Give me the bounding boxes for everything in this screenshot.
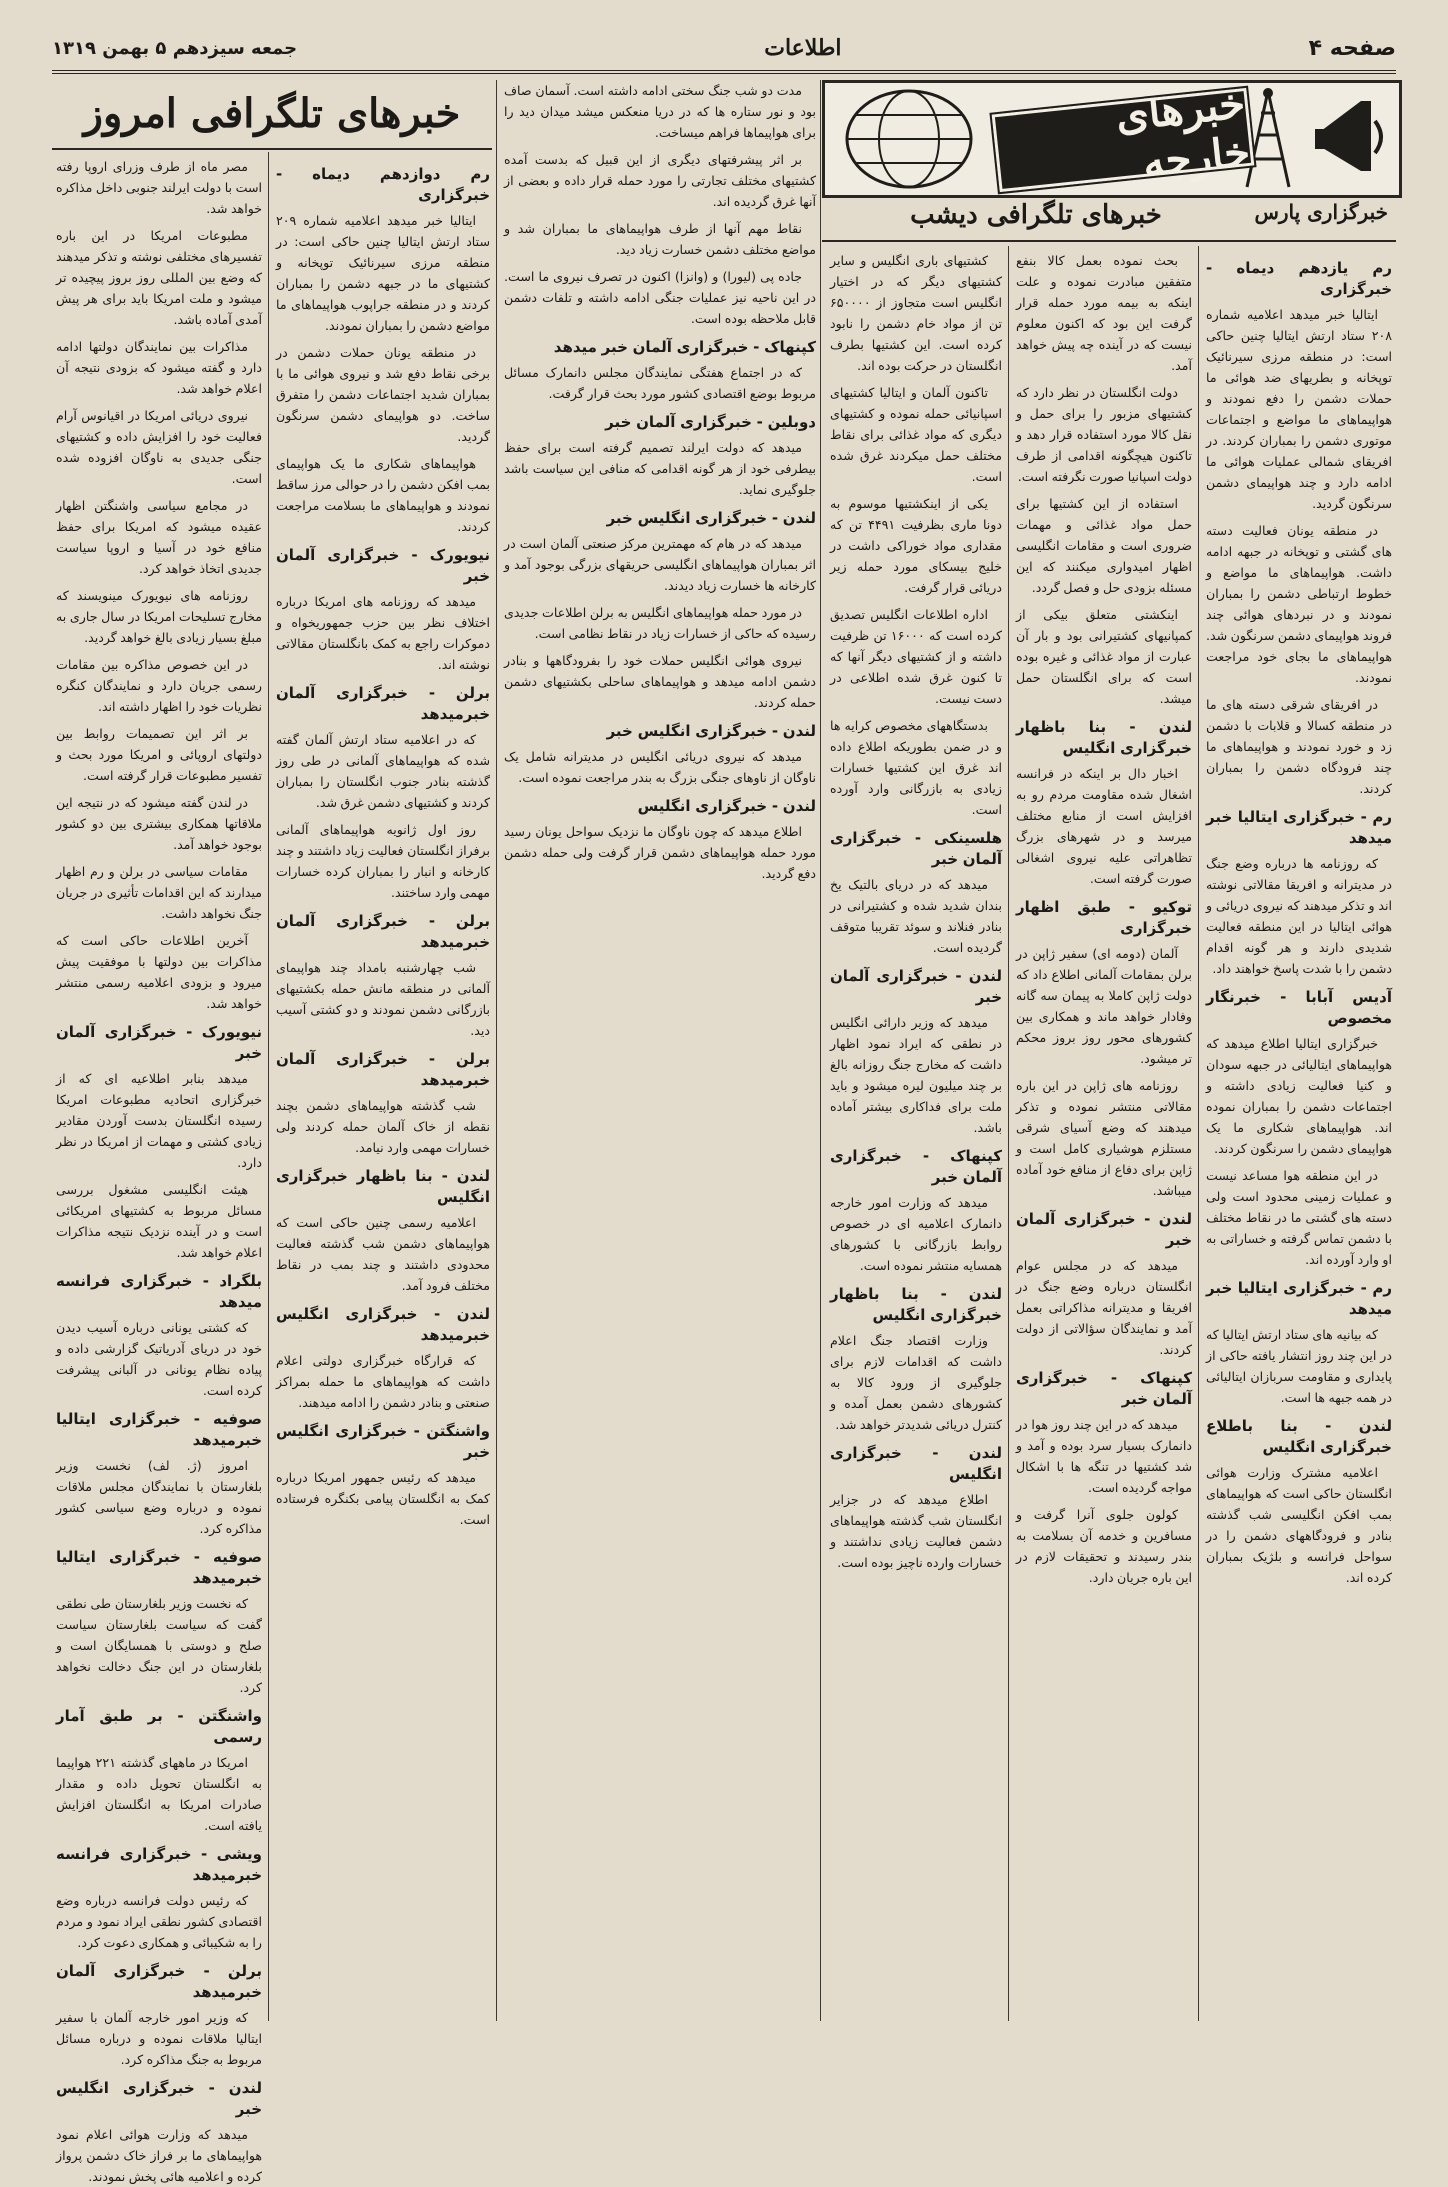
agency-label: خبرگزاری پارس [1254, 200, 1388, 224]
banner-title: خبرهای خارجه [992, 88, 1255, 192]
article-paragraph: اینکشتی متعلق بیکی از کمپانیهای کشتیرانی بود و بار آن عبارت از مواد غذائی و غیره بوده است که برای انگلستان حمل میشد. [1016, 607, 1192, 706]
article-paragraph: جاده پی (لیورا) و (وانزا) اکنون در تصرف نیروی ما است. در این ناحیه نیز عملیات جنگی ادامه داشته و تلفات دشمن قابل ملاحظه بوده است. [504, 269, 816, 326]
article-headline: لندن - خبرگزاری انگلیس خبر [56, 2079, 262, 2118]
article-headline: کپنهاک - خبرگزاری آلمان خبر [830, 1147, 1002, 1186]
article-paragraph: بحث نموده بعمل کالا بنفع متفقین مبادرت نموده و علت اینکه به بیمه مورد حمله قرار گرفت این بود که اکنون معلوم نیست که در آینده چه پیش خواهد آمد. [1016, 253, 1192, 373]
article-paragraph: میدهد که دولت ایرلند تصمیم گرفته است برای حفظ بیطرفی خود از هر گونه اقدامی که منافی این سیاست باشد جلوگیری نماید. [504, 440, 816, 497]
article-paragraph: میدهد که روزنامه های امریکا درباره اختلاف نظر بین حزب جمهوریخواه و دموکرات راجع به کمک بانگلستان مقالاتی نوشته اند. [276, 594, 490, 672]
article-paragraph: نقاط مهم آنها از طرف هواپیماهای ما بمباران شد و مواضع مختلف دشمن خسارت زیاد دید. [504, 221, 816, 257]
article-paragraph: در این خصوص مذاکره بین مقامات رسمی جریان دارد و نمایندگان کنگره نظریات خود را اظهار داشته اند. [56, 657, 262, 714]
article-headline: واشنگتن - بر طبق آمار رسمی [56, 1707, 262, 1746]
section-rule [822, 196, 1396, 198]
article-headline: رم - خبرگزاری ایتالیا خبر میدهد [1206, 1279, 1392, 1318]
section-title-last-night: خبرهای تلگرافی دیشب [910, 200, 1162, 230]
article-headline: لندن - خبرگزاری انگلیس خبر [606, 722, 816, 740]
article-headline: لندن - خبرگزاری انگلیس خبر [606, 509, 816, 527]
article-headline: بلگراد - خبرگزاری فرانسه میدهد [56, 1272, 262, 1311]
article-paragraph: خبرگزاری ایتالیا اطلاع میدهد که هواپیماهای ایتالیائی در جبهه سودان و کنیا فعالیت زیادی داشته و اجتماعات دشمن را بمباران نموده اند. هواپیماهای شکاری ما یک هواپیمای دشمن را سرنگون کردند. [1206, 1036, 1392, 1156]
article-paragraph: روزنامه های نیویورک مینویسند که مخارج تسلیحات امریکا در سال جاری به مبلغ بسیار زیادی بالغ خواهد گردید. [56, 588, 262, 645]
globe-icon [839, 87, 979, 191]
article-paragraph: در مورد حمله هواپیماهای انگلیس به برلن اطلاعات جدیدی رسیده که حاکی از خسارات زیاد در نقاط نظامی است. [504, 605, 816, 641]
article-headline: هلسینکی - خبرگزاری آلمان خبر [830, 829, 1002, 868]
article-paragraph: میدهد که در مجلس عوام انگلستان درباره وضع جنگ در افریقا و مدیترانه مذاکراتی بعمل آمد و نمایندگان سؤالاتی از دولت کردند. [1016, 1258, 1192, 1357]
article-paragraph: اطلاع میدهد که در جزایر انگلستان شب گذشته هواپیماهای دشمن فعالیت زیادی نداشتند و خسارات وارده ناچیز بوده است. [830, 1492, 1002, 1570]
article-paragraph: آلمان (دومه ای) سفیر ژاپن در برلن بمقامات آلمانی اطلاع داد که دولت ژاپن کاملا به پیمان سه گانه وفادار خواهد ماند و همکاری بین کشورهای محور روز بروز محکم تر میشود. [1016, 946, 1192, 1066]
article-headline: نیویورک - خبرگزاری آلمان خبر [276, 546, 490, 585]
article-headline: لندن - خبرگزاری انگلیس [830, 1444, 1002, 1483]
section-rule [52, 148, 492, 150]
article-paragraph: در منطقه یونان حملات دشمن در برخی نقاط دفع شد و نیروی هوائی ما با بمباران شدید اجتماعات دشمن را متفرق ساخت. دو هواپیمای دشمن سرنگون گردید. [276, 345, 490, 444]
article-paragraph: اطلاع میدهد که چون ناوگان ما نزدیک سواحل یونان رسید مورد حمله هواپیماهای دشمن قرار گرفت ولی حمله دشمن دفع گردید. [504, 824, 816, 881]
article-paragraph: شب گذشته هواپیماهای دشمن بچند نقطه از خاک آلمان حمله کردند ولی خسارات مهمی وارد نیامد. [276, 1098, 490, 1155]
article-headline: صوفیه - خبرگزاری ایتالیا خبرمیدهد [56, 1410, 262, 1449]
article-headline: توکیو - طبق اظهار خبرگزاری [1016, 898, 1192, 937]
article-paragraph: روزنامه های ژاپن در این باره مقالاتی منتشر نموده و تذکر میدهند که وضع آسیای شرقی مستلزم هوشیاری کامل است و ژاپن برای دفاع از منافع خود آماده میباشد. [1016, 1078, 1192, 1198]
page-header [52, 26, 1396, 74]
article-headline: لندن - خبرگزاری آلمان خبر [1016, 1210, 1192, 1249]
column-divider [1008, 246, 1009, 2021]
news-column [1016, 250, 1192, 2020]
article-paragraph: ایتالیا خبر میدهد اعلامیه شماره ۲۰۸ ستاد ارتش ایتالیا چنین حاکی است: در منطقه مرزی سیرنائیک توپخانه و بطریهای ضد هوائی ما حملات دشمن را دفع نمودند و هواپیماهای ما مواضع و اجتماعات موتوری دشمن را بمباران کردند. در افریقای شمالی عملیات هوائی ما ادامه دارد و چند هواپیمای دشمن سرنگون گردید. [1206, 307, 1392, 511]
column-divider [820, 80, 821, 2021]
article-paragraph: نیروی دریائی امریکا در اقیانوس آرام فعالیت خود را افزایش داده و کشتیهای جنگی جدیدی به ناوگان افزوده شده است. [56, 408, 262, 486]
article-paragraph: در مجامع سیاسی واشنگتن اظهار عقیده میشود که امریکا برای حفظ منافع خود در آسیا و اروپا سیاست جدیدی اتخاذ خواهد کرد. [56, 498, 262, 576]
article-paragraph: شب چهارشنبه بامداد چند هواپیمای آلمانی در منطقه مانش حمله بکشتیهای بازرگانی دشمن نمودند و دو کشتی آسیب دید. [276, 960, 490, 1038]
article-headline: دوبلین - خبرگزاری آلمان خبر [605, 413, 816, 431]
article-headline: برلن - خبرگزاری آلمان خبرمیدهد [276, 1050, 490, 1089]
article-paragraph: میدهد که وزارت امور خارجه دانمارک اعلامیه ای در خصوص روابط بازرگانی با کشورهای همسایه منتشر نموده است. [830, 1195, 1002, 1273]
article-paragraph: مصر ماه از طرف وزرای اروپا رفته است با دولت ایرلند جنوبی داخل مذاکره خواهد شد. [56, 159, 262, 216]
article-paragraph: آخرین اطلاعات حاکی است که مذاکرات بین دولتها با موفقیت پیش میرود و بزودی اعلامیه رسمی منتشر خواهد شد. [56, 933, 262, 1011]
article-paragraph: کولون جلوی آنرا گرفت و مسافرین و خدمه آن بسلامت به بندر رسیدند و تحقیقات لازم در این باره جریان دارد. [1016, 1507, 1192, 1585]
article-paragraph: روز اول ژانویه هواپیماهای آلمانی برفراز انگلستان فعالیت زیاد داشتند و چند کارخانه و انبار را بمباران کرده خسارات مهمی وارد ساختند. [276, 822, 490, 900]
article-headline: آدیس آبابا - خبرنگار مخصوص [1206, 988, 1392, 1027]
article-headline: کپنهاک - خبرگزاری آلمان خبر [1016, 1369, 1192, 1408]
article-headline: نیویورک - خبرگزاری آلمان خبر [56, 1023, 262, 1062]
article-paragraph: در افریقای شرقی دسته های ما در منطقه کسالا و قلابات با دشمن زد و خورد نمودند و هواپیماهای ما چند فرودگاه دشمن را بمباران کردند. [1206, 697, 1392, 796]
article-paragraph: امریکا در ماههای گذشته ۲۲۱ هواپیما به انگلستان تحویل داده و مقدار صادرات امریکا به انگلستان افزایش یافته است. [56, 1755, 262, 1833]
article-headline: برلن - خبرگزاری آلمان خبرمیدهد [276, 912, 490, 951]
article-paragraph: میدهد بنابر اطلاعیه ای که از خبرگزاری اتحادیه مطبوعات امریکا رسیده انگلستان بدست آوردن مقادیر زیادی کشتی و مهمات از امریکا در نظر دارد. [56, 1071, 262, 1170]
article-paragraph: بر اثر این تصمیمات روابط بین دولتهای اروپائی و امریکا مورد بحث و تفسیر مطبوعات قرار گرفته است. [56, 726, 262, 783]
article-headline: واشنگتن - خبرگزاری انگلیس خبر [276, 1422, 490, 1461]
column-divider [268, 152, 269, 2021]
article-headline: لندن - بنا باظهار خبرگزاری انگلیس [276, 1167, 490, 1206]
date-line: جمعه سیزدهم ۵ بهمن ۱۳۱۹ [52, 37, 298, 59]
article-headline: صوفیه - خبرگزاری ایتالیا خبرمیدهد [56, 1548, 262, 1587]
article-headline: لندن - بنا باظهار خبرگزاری انگلیس [830, 1285, 1002, 1324]
article-paragraph: مطبوعات امریکا در این باره تفسیرهای مختلفی نوشته و تذکر میدهند که وضع بین المللی روز بروز پیچیده تر میشود و ملت امریکا باید برای هر پیش آمدی آماده باشد. [56, 228, 262, 327]
article-paragraph: اعلامیه رسمی چنین حاکی است که هواپیماهای دشمن شب گذشته فعالیت محدودی داشتند و چند بمب در نقاط مختلف فرود آمد. [276, 1215, 490, 1293]
horn-icon [1311, 91, 1391, 185]
page-number: صفحه ۴ [1308, 35, 1396, 61]
article-headline: رم یازدهم دیماه - خبرگزاری [1206, 259, 1392, 298]
article-paragraph: امروز (ژ. لف) نخست وزیر بلغارستان با نمایندگان مجلس ملاقات نموده و درباره وضع سیاسی کشور مذاکره کرد. [56, 1458, 262, 1536]
newspaper-name: اطلاعات [764, 35, 842, 61]
article-paragraph: هواپیماهای شکاری ما یک هواپیمای بمب افکن دشمن را در حوالی مرز ساقط نمودند و هواپیماهای ما بسلامت مراجعت کردند. [276, 456, 490, 534]
article-paragraph: که نخست وزیر بلغارستان طی نطقی گفت که سیاست بلغارستان سیاست صلح و دوستی با همسایگان است و بلغارستان در این جنگ دخالت نخواهد کرد. [56, 1596, 262, 1695]
article-paragraph: که در اجتماع هفتگی نمایندگان مجلس دانمارک مسائل مربوط بوضع اقتصادی کشور مورد بحث قرار گرفت. [504, 365, 816, 401]
article-paragraph: اخبار دال بر اینکه در فرانسه اشغال شده مقاومت مردم رو به افزایش است از منابع مختلف میرسد و در شهرهای بزرگ تظاهراتی علیه نیروی اشغالی صورت گرفته است. [1016, 766, 1192, 886]
article-paragraph: که روزنامه ها درباره وضع جنگ در مدیترانه و افریقا مقالاتی نوشته اند و تذکر میدهند که نیروی دریائی و هوائی ایتالیا در این منطقه فعالیت شدیدی دارند و هر گونه اقدام دشمن را با شدت پاسخ خواهند داد. [1206, 856, 1392, 976]
article-headline: برلن - خبرگزاری آلمان خبرمیدهد [276, 684, 490, 723]
article-paragraph: که رئیس دولت فرانسه درباره وضع اقتصادی کشور نطقی ایراد نمود و مردم را به شکیبائی و همکاری دعوت کرد. [56, 1893, 262, 1950]
news-column [56, 156, 262, 2184]
article-paragraph: اعلامیه مشترک وزارت هوائی انگلستان حاکی است که هواپیماهای بمب افکن انگلیسی شب گذشته بنادر و فرودگاههای دشمن را در سواحل فرانسه و بلژیک بمباران کرده اند. [1206, 1465, 1392, 1585]
article-paragraph: یکی از اینکشتیها موسوم به دونا ماری بظرفیت ۴۴۹۱ تن که مقداری مواد خوراکی داشت در خلیج بیسکای مورد حمله زیر دریائی قرار گرفت. [830, 496, 1002, 595]
column-divider [496, 80, 497, 2021]
article-headline: رم - خبرگزاری ایتالیا خبر میدهد [1206, 808, 1392, 847]
article-headline: لندن - خبرگزاری انگلیس [637, 797, 816, 815]
news-column [830, 250, 1002, 2020]
article-paragraph: که قرارگاه خبرگزاری دولتی اعلام داشت که هواپیماهای ما حمله بمراکز صنعتی و بنادر دشمن را ادامه میدهند. [276, 1353, 490, 1410]
article-paragraph: مذاکرات بین نمایندگان دولتها ادامه دارد و گفته میشود که بزودی نتیجه آن اعلام خواهد شد. [56, 339, 262, 396]
article-paragraph: هیئت انگلیسی مشغول بررسی مسائل مربوط به کشتیهای امریکائی است و در آینده نزدیک نتیجه مذاکرات اعلام خواهد شد. [56, 1182, 262, 1260]
article-headline: لندن - بنا باظهار خبرگزاری انگلیس [1016, 718, 1192, 757]
article-headline: برلن - خبرگزاری آلمان خبرمیدهد [56, 1962, 262, 2001]
article-paragraph: در این منطقه هوا مساعد نیست و عملیات زمینی محدود است ولی دسته های گشتی ما در نقاط مختلف با دشمن تماس گرفته و خساراتی به او وارد آورده اند. [1206, 1168, 1392, 1267]
foreign-news-banner [822, 80, 1402, 198]
article-paragraph: که کشتی یونانی درباره آسیب دیدن خود در دریای آدریاتیک گزارشی داده و پیاده نظام یونانی در آلبانی پیشرفت کرده است. [56, 1320, 262, 1398]
article-paragraph: میدهد که در هام که مهمترین مرکز صنعتی آلمان است در اثر بمباران هواپیماهای انگلیسی حریقهای بزرگی بوجود آمد و کارخانه ها خسارت زیاد دیدند. [504, 536, 816, 593]
column-divider [1198, 246, 1199, 2021]
article-paragraph: که بیانیه های ستاد ارتش ایتالیا که در این چند روز انتشار یافته حاکی از پایداری و مقاومت سربازان ایتالیائی در همه جبهه ها است. [1206, 1327, 1392, 1405]
article-paragraph: ایتالیا خبر میدهد اعلامیه شماره ۲۰۹ ستاد ارتش ایتالیا چنین حاکی است: در منطقه مرزی سیرنائیک توپخانه و کشتیهای ما در جبهه دشمن را بمباران کردند و در منطقه جراپوب هواپیماهای ما مواضع دشمن را بمباران نمودند. [276, 213, 490, 333]
article-paragraph: مقامات سیاسی در برلن و رم اظهار میدارند که این اقدامات تأثیری در جریان جنگ نخواهد داشت. [56, 864, 262, 921]
article-headline: ویشی - خبرگزاری فرانسه خبرمیدهد [56, 1845, 262, 1884]
article-paragraph: میدهد که وزارت هوائی اعلام نمود هواپیماهای ما بر فراز خاک دشمن پرواز کرده و اعلامیه هائی پخش نمودند. [56, 2127, 262, 2184]
article-paragraph: میدهد که در این چند روز هوا در دانمارک بسیار سرد بوده و آمد و شد کشتیها در تنگه ها با اشکال مواجه گردیده است. [1016, 1417, 1192, 1495]
section-title-today: خبرهای تلگرافی امروز [83, 90, 461, 137]
article-paragraph: بر اثر پیشرفتهای دیگری از این قبیل که بدست آمده کشتیهای مختلف تجارتی را مورد حمله قرار داده و بعضی از آنها غرق گردیده اند. [504, 152, 816, 209]
article-headline: لندن - خبرگزاری آلمان خبر [830, 967, 1002, 1006]
article-paragraph: کشتیهای باری انگلیس و سایر کشتیهای دیگر که در اختیار انگلیس است متجاوز از ۶۵۰۰۰۰ تن از مواد خام دشمن را نابود کرده است. این کشتیها بطرف انگلستان در حرکت بوده اند. [830, 253, 1002, 373]
news-column [504, 80, 816, 2020]
article-paragraph: میدهد که نیروی دریائی انگلیس در مدیترانه شامل یک ناوگان از ناوهای جنگی بزرگ به بندر مراجعت نموده است. [504, 749, 816, 785]
article-paragraph: بدستگاههای مخصوص کرایه ها و در ضمن بطوریکه اطلاع داده اند غرق این کشتیها خسارات زیادی به بازرگانی وارد آورده است. [830, 718, 1002, 817]
article-paragraph: میدهد که در دریای بالتیک یخ بندان شدید شده و کشتیرانی در بنادر فنلاند و سوئد تقریبا متوقف گردیده است. [830, 877, 1002, 955]
article-paragraph: میدهد که وزیر دارائی انگلیس در نطقی که ایراد نمود اظهار داشت که مخارج جنگ روزانه بالغ بر چند میلیون لیره میشود و باید ملت برای فداکاری بیشتر آماده باشد. [830, 1015, 1002, 1135]
section-rule [822, 240, 1396, 242]
article-paragraph: اداره اطلاعات انگلیس تصدیق کرده است که ۱۶۰۰۰ تن ظرفیت داشته و از کشتیهای دیگر آنها که تا کنون غرق شده اطلاعی در دست نیست. [830, 607, 1002, 706]
article-headline: لندن - خبرگزاری انگلیس خبرمیدهد [276, 1305, 490, 1344]
article-headline: لندن - بنا باطلاع خبرگزاری انگلیس [1206, 1417, 1392, 1456]
news-column [276, 156, 490, 2020]
article-paragraph: مدت دو شب جنگ سختی ادامه داشته است. آسمان صاف بود و نور ستاره ها که در دریا منعکس میشد میدان دید را برای هواپیماها فراهم میساخت. [504, 83, 816, 140]
article-paragraph: میدهد که رئیس جمهور امریکا درباره کمک به انگلستان پیامی بکنگره فرستاده است. [276, 1470, 490, 1527]
article-paragraph: وزارت اقتصاد جنگ اعلام داشت که اقدامات لازم برای جلوگیری از ورود کالا به کشورهای دشمن بعمل آمده و کنترل دریائی شدیدتر خواهد شد. [830, 1333, 1002, 1432]
news-column [1206, 250, 1392, 2020]
article-headline: رم دوازدهم دیماه - خبرگزاری [276, 165, 490, 204]
article-paragraph: نیروی هوائی انگلیس حملات خود را بفرودگاهها و بنادر دشمن ادامه میدهد و هواپیماهای ساحلی بکشتیهای دشمن حمله کردند. [504, 653, 816, 710]
article-paragraph: در لندن گفته میشود که در نتیجه این ملاقاتها همکاری بیشتری بین دو کشور بوجود خواهد آمد. [56, 795, 262, 852]
article-paragraph: در منطقه یونان فعالیت دسته های گشتی و توپخانه در جبهه ادامه داشت. هواپیماهای ما مواضع و خطوط ارتباطی دشمن را بمباران نمودند و در نبردهای هوائی چند فروند هواپیمای دشمن سرنگون شد. هواپیماهای ما بجای خود مراجعت نمودند. [1205, 523, 1392, 685]
article-paragraph: که وزیر امور خارجه آلمان با سفیر ایتالیا ملاقات نموده و درباره مسائل مربوط به جنگ مذاکره کرد. [56, 2010, 262, 2067]
article-paragraph: دولت انگلستان در نظر دارد که کشتیهای مزبور را برای حمل و نقل کالا مورد استفاده قرار دهد و تاکنون هیچگونه اقدامی از طرف دولت اسپانیا صورت نگرفته است. [1016, 385, 1192, 484]
article-paragraph: که در اعلامیه ستاد ارتش آلمان گفته شده که هواپیماهای آلمانی در طی روز گذشته بنادر جنوب انگلستان را بمباران کردند و کشتیهای دشمن غرق شد. [276, 732, 490, 810]
article-paragraph: تاکنون آلمان و ایتالیا کشتیهای اسپانیائی حمله نموده و کشتیهای دیگری که مواد غذائی برای نقاط مختلف حمل میکردند غرق شده است. [830, 385, 1002, 484]
article-headline: کپنهاک - خبرگزاری آلمان خبر میدهد [553, 338, 816, 356]
article-paragraph: استفاده از این کشتیها برای حمل مواد غذائی و مهمات ضروری است و مقامات انگلیسی اظهار امیدواری میکنند که این مسئله بزودی حل و فصل گردد. [1016, 496, 1192, 595]
